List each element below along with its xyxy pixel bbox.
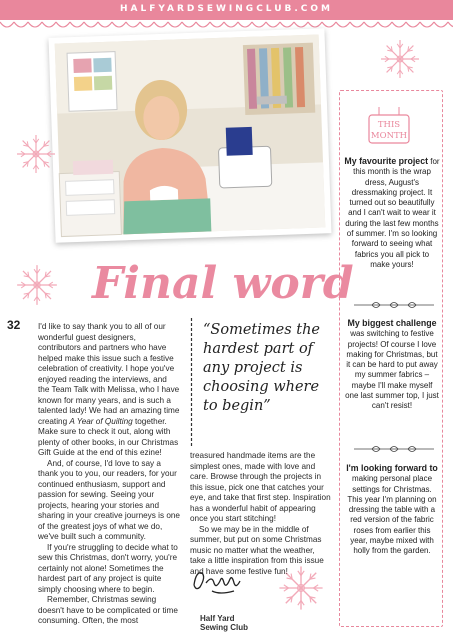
paragraph-5: treasured handmade items are the simplest ones, made with love and care. Browse through the projects in this issue, pick one that catches your eye, and take that first step. Inspiration has a wonderful habit of appearing once you start stitching!: [190, 451, 331, 523]
snowflake-icon: [14, 132, 58, 176]
page-number: 32: [7, 318, 21, 332]
photo-frame: [49, 28, 332, 243]
pull-quote: “Sometimes the hardest part of any project is choosing where to begin”: [203, 322, 320, 414]
page-title: [88, 246, 354, 316]
paragraph-2: And, of course, I'd love to say a thank you to you, our readers, for your continued enthusiasm, support and passion for sewing. Seeing your projects, hearing your stories and sharing in your creative journeys is one of the greatest joys of what we do, we've built such a community.: [38, 458, 180, 541]
paragraph-1: I'd like to say thank you to all of our wonderful guest designers, contributors and partners who have helped make this issue such a festive celebration of creativity. I hope you've enjoyed reading the interviews, and the Team Talk with Melissa, who I have known for many years, and is such a talented lady! We had an amazing time creating A Year of Quilting together. Make sure to check it out, along with plenty of other books, in our Christmas Gift Guide at the end of this ezine!: [38, 322, 180, 457]
tag-line-2: MONTH: [370, 131, 408, 141]
divider-icon: [354, 300, 434, 310]
header-bar: [0, 0, 453, 20]
article-column-2: [190, 451, 332, 577]
half-yard-logo: [200, 614, 270, 638]
article-column-1: [38, 322, 180, 627]
this-month-tag: [367, 107, 411, 145]
sidebar-section-3: I'm looking forward to making personal place settings for Christmas. This year I'm planning on dressing the table with a red version of the fabric roses from earlier this year, maybe mixed with holly from the garden.: [346, 463, 438, 556]
logo-line-2: Sewing Club: [200, 623, 248, 632]
paragraph-6: So we may be in the middle of summer, but put on some Christmas music no matter what the weather, take a little inspiration from this issue and have some festive fun!: [190, 524, 324, 576]
photo-illustration: [55, 34, 326, 236]
paragraph-4: Remember, Christmas sewing doesn't have to be complicated or time consuming. Often, the most: [38, 595, 178, 625]
snowflake-icon: [14, 262, 60, 308]
paragraph-3: If you're struggling to decide what to sew this Christmas, don't worry, you're certainly not alone! Sometimes the hardest part of any project is quite simply choosing where to begin.: [38, 542, 178, 594]
sewing-room-photo: [55, 34, 326, 236]
divider-icon: [354, 444, 434, 454]
tag-line-1: THIS: [377, 120, 401, 130]
svg-text:Final word: Final word: [92, 258, 354, 309]
site-url[interactable]: HALFYARDSEWINGCLUB.COM: [119, 4, 334, 14]
sidebar-section-1: My favourite project for this month is the wrap dress, August's dressmaking project. It turned out so beautifully and I can't wait to wear it during the last few months of summer. I'm so looking forward to seeing what fabrics you all pick to make yours!: [344, 156, 440, 269]
snowflake-icon: [378, 37, 422, 81]
quote-stitch-line: [190, 318, 193, 446]
sidebar-section-2: My biggest challenge was switching to festive projects! Of course I love making for Christmas, but it can be hard to put away my summer fabrics – maybe I'll make myself one last summer top, I just can't resist!: [345, 318, 439, 411]
logo-line-1: Half Yard: [200, 614, 235, 623]
signature: [190, 567, 250, 595]
